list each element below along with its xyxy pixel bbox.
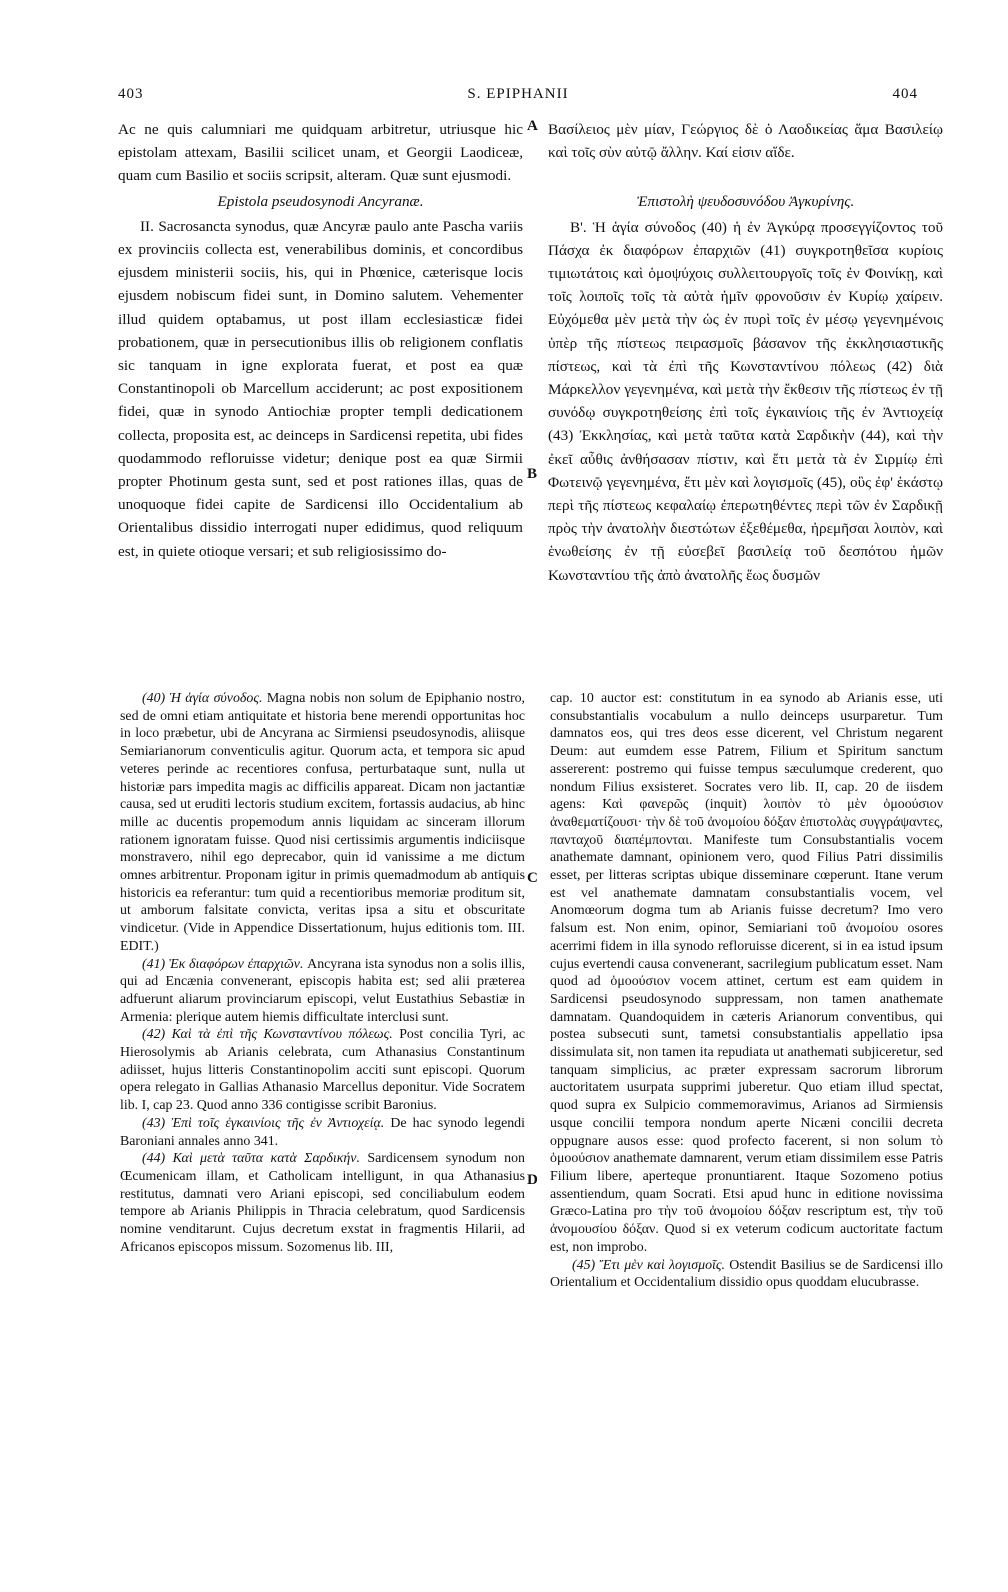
- margin-marker-d: D: [527, 1172, 538, 1188]
- page-number-right: 404: [892, 86, 918, 102]
- latin-intro: Ac ne quis calumniari me quidquam arbitretur, utriusque hic epistolam attexam, Basilii scilicet unam, et Georgii Laodiceæ, quam cum Basilio et sociis scripsit, alteram. Quæ sunt ejusmodi.: [118, 121, 523, 185]
- page-number-left: 403: [118, 86, 144, 102]
- latin-column: [118, 118, 523, 563]
- footnote-45: (45) Ἔτι μὲν καὶ λογισμοῖς. Ostendit Basilius se de Sardicensi illo Orientalium et Occidentalium dissidio opus quoddam elucubrasse.: [550, 1257, 944, 1291]
- footnote-43: (43) Ἐπὶ τοῖς ἐγκαινίοις τῆς ἐν Ἀντιοχείᾳ. De hac synodo legendi Baroniani annales anno 341.: [120, 1115, 525, 1149]
- greek-epistle-title: Ἐπιστολὴ ψευδοσυνόδου Ἀγκυρίνης.: [636, 193, 855, 211]
- footnote-42: (42) Καὶ τὰ ἐπὶ τῆς Κωνσταντίνου πόλεως. Post concilia Tyri, ac Hierosolymis ab Arianis celebrata, cum Athanasius Constantinum adiisset, hujus litteris Constantinopolim acciti sunt episcopi. Quorum opera relegato in Gallias Athanasio Marcellus deponitur. Vide Socratem lib. I, cap 23. Quod anno 336 contigisse scribit Baronius.: [120, 1027, 525, 1114]
- footnote-44-continued: cap. 10 auctor est: constitutum in ea synodo ab Arianis esse, uti consubstantialis vocabulum a nullo deinceps usurparetur. Tum damnatos eos, qui tres deos esse dicerent, vel Christum negarent Deum: aut eumdem esse Patrem, Filium et Spiritum sanctum assererent: postremo qui fuisse tempus sæculumque crederent, quo nondum Filius exsisteret. Socrates vero lib. II, cap. 20 de iisdem agens: Καὶ φανερῶς (inquit) λοιπὸν τὸ μὲν ὁμοούσιον ἀναθεματίζουσι· τὴν δὲ τοῦ ἀνομοίου δόξαν ἐπιστολὰς συγγράψαντες, πανταχοῦ διαπέμπονται. Manifeste tum Consubstantialis vocem anathemate damnant, opinionem vero, quod Filius Patri dissimilis esset, per litteras scriptas ubique disseminare cœperunt. Itane verum est vel anathemate damnatam consubstantialis vocem, vel Anomœorum dogma tum ab Arianis fuisse decretum? Imo vero falsum est. Non enim, opinor, Semiariani τοῦ ἀνομοίου osores acerrimi fidem in illa synodo refloruisse dicerent, si in ea istud ipsum cujus evertendi causa convenerant, sacrilegium publicatum esset. Nam quod ad ὁμοούσιον vocem attinet, certum est eam quidem in Sardicensi pseudosynodo suppressam, non tamen anathemate damnatam. Quandoquidem in cæteris Arianorum conventibus, qui postea subsecuti sunt, tametsi consubstantialis appellatio ipsa dissimulata sit, non tamen ita repudiata ut anathemati subjiceretur, sed tanquam simplicius, ac præter expressam sacrorum librorum auctoritatem usurpata supprimi juberetur. Quo etiam illud spectat, quod supra ex Sulpicio commemoravimus, Arianos ad Sirmiensis usque concilii tempora nondum aperte Nicæni concilii decreta oppugnare ausos esse: quod profecto facerent, si non solum τὸ ὁμοούσιον anathemate damnarent, verum etiam dissimilem esse Patris Filium libere, aperteque pronuntiarent. Itaque Sozomeno potius assentiendum, quam Socrati. Etsi apud hunc in editione novissima Græco-Latina pro τὴν τοῦ ἀνομοίου δόξαν rescriptum est, τὴν τοῦ ἀνομουσίου δόξαν. Quod si ex veterum codicum auctoritate factum est, non improbo.: [550, 691, 943, 1255]
- footnotes-right: [550, 690, 943, 1292]
- greek-intro: Βασίλειος μὲν μίαν, Γεώργιος δὲ ὁ Λαοδικείας ἅμα Βασιλείῳ καὶ τοῖς σὺν αὐτῷ ἄλλην. Καί εἰσιν αἵδε.: [548, 121, 943, 162]
- greek-column: [548, 118, 943, 587]
- margin-marker-a: A: [527, 118, 538, 134]
- footnote-40: (40) Ἡ ἁγία σύνοδος. Magna nobis non solum de Epiphanio nostro, sed de omni etiam antiquitate et historia bene merendi opportunitas hoc in loco præbetur, ubi de Ancyrana ac Sirmiensi pseudosynodis, aliisque Semiarianorum conventiculis agitur. Quorum acta, et tempora sic apud veteres perinde ac recentiores confusa, perturbataque sunt, nulla ut historiæ pars impedita magis ac difficilis appareat. Dicam non jactantiæ causa, sed ut eruditi lectoris studium excitem, fortassis audacius, ab hinc mille ac ducentis propemodum annis liquidam ac sinceram illorum rationem ignoratam fuisse. Quod nisi certissimis argumentis indiciisque monstravero, nihil ego deprecabor, quin id vanissime a me dictum omnes arbitrentur. Proponam igitur in primis quemadmodum ab antiquis historicis ea referantur: tum quid a recentioribus memoriæ proditum sit, ut amborum falsitate convicta, veritas ipsa a situ et obscuritate vindicetur. (Vide in Appendice Dissertationum, hujus editionis tom. III. EDIT.): [120, 691, 525, 954]
- running-title: S. EPIPHANII: [467, 86, 569, 102]
- latin-epistle-title: Epistola pseudosynodi Ancyranæ.: [217, 192, 424, 210]
- running-header: [118, 86, 918, 110]
- margin-marker-c: C: [527, 870, 538, 886]
- greek-body: Β'. Ἡ ἁγία σύνοδος (40) ἡ ἐν Ἀγκύρᾳ προσεγγίζοντος τοῦ Πάσχα ἐκ διαφόρων ἐπαρχιῶν (41) συγκροτηθεῖσα κυρίοις τιμιωτάτοις καὶ ὁμοψύχοις συλλειτουργοῖς τοῖς ἐν Φοινίκῃ, καὶ τοῖς λοιποῖς τοῖς τὰ αὐτὰ ἡμῖν φρονοῦσιν ἐν Κυρίῳ χαίρειν. Εὐχόμεθα μὲν μετὰ τὴν ὡς ἐν πυρὶ τοῖς ἐν μέσῳ γεγενημένοις ὑπὲρ τῆς πίστεως πειρασμοῖς βάσανον τῆς ἐκκλησιαστικῆς πίστεως, καὶ τὰ ἐπὶ τῆς Κωνσταντίνου πόλεως (42) διὰ Μάρκελλον γεγενημένα, καὶ μετὰ τὴν ἔκθεσιν τῆς πίστεως ἐν τῇ συνόδῳ συγκροτηθείσης ἐπὶ τοῖς ἐγκαινίοις τῆς ἐν Ἀντιοχείᾳ (43) Ἐκκλησίας, καὶ μετὰ ταῦτα κατὰ Σαρδικὴν (44), καὶ τὴν ἐκεῖ αὖθις ἀνθήσασαν πίστιν, καὶ ἔτι μετὰ τὰ ἐν Σιρμίῳ ἐπὶ Φωτεινῷ γεγενημένα, ἔτι μὲν καὶ λογισμοῖς (45), οὓς ἐφ' ἑκάστῳ περὶ τῆς πίστεως κεφαλαίῳ ἐπερωτηθέντες περὶ τῶν ἐν Σαρδικῇ πρὸς τὴν ἀνατολὴν διεστώτων ἐξεθέμεθα, ἠρεμῆσαι λοιπὸν, καὶ ἑνωθείσης ἐν τῇ εὐσεβεῖ βασιλείᾳ τοῦ δεσπότου ἡμῶν Κωνσταντίου τῆς ἀπὸ ἀνατολῆς ἕως δυσμῶν: [548, 218, 943, 584]
- margin-marker-b: B: [527, 466, 538, 482]
- footnote-41: (41) Ἐκ διαφόρων ἐπαρχιῶν. Ancyrana ista synodus non a solis illis, qui ad Encænia convenerant, episcopis habita est; sed alii præterea adfuerunt aliarum provinciarum episcopi, velut Eustathius Sebastiæ in Armenia: plerique autem hiemis difficultate interclusi sunt.: [120, 956, 525, 1025]
- latin-body: II. Sacrosancta synodus, quæ Ancyræ paulo ante Pascha variis ex provinciis collecta est, venerabilibus dominis, et concordibus ejusdem ministerii sociis, his, qui in Phœnice, cæterisque locis ejusdem nobiscum fidei sunt, in Domino salutem. Vehementer illud quidem optabamus, ut post illam ecclesiasticæ fidei probationem, quæ in persecutionibus illis ob religionem conflatis sic tanquam in igne explorata fuerat, et post ea quæ Constantinopoli ob Marcellum acciderunt; ac post expositionem fidei, quæ in synodo Antiochiæ propter templi dedicationem collecta, proposita est, ac deinceps in Sardicensi repetita, ubi fides quodammodo refloruisse videtur; denique post ea quæ Sirmii propter Photinum gesta sunt, sed et post rationes illas, quas de unoquoque fidei capite de Sardicensi illo Occidentalium ab Orientalibus dissidio interrogati nuper edidimus, quod reliquum est, in quiete otioque versari; et sub religiosissimo do-: [118, 217, 523, 560]
- footnote-44: (44) Καὶ μετὰ ταῦτα κατὰ Σαρδικήν. Sardicensem synodum non Œcumenicam illam, et Catholicam intelligunt, in qua Athanasius restitutus, damnati vero Ariani episcopi, sed conciliabulum eodem tempore ab Arianis Philippis in Thracia celebratum, quod Sardicensis nomine venditarunt. Cujus decretum exstat in fragmentis Hilarii, ad Africanos episcopos missum. Sozomenus lib. III,: [120, 1151, 525, 1255]
- footnotes-left: [120, 690, 525, 1257]
